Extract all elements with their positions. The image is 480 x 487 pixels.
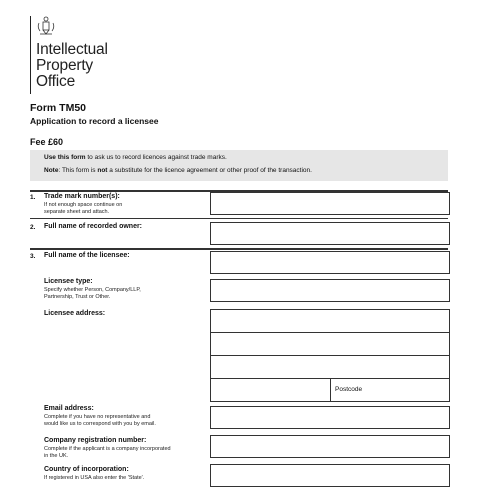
recorded-owner-label: Full name of recorded owner: [44, 223, 143, 230]
brand-line-1: Intellectual [36, 41, 108, 58]
licensee-type-field[interactable] [210, 279, 450, 302]
help-line: in the UK. [44, 453, 69, 459]
question-number-1: 1. [30, 194, 36, 201]
fee-label: Fee £60 [30, 137, 64, 147]
help-line: Complete if you have no representative and [44, 414, 151, 420]
form-subtitle: Application to record a licensee [30, 116, 159, 126]
section-rule [30, 248, 448, 250]
postcode-label: Postcode [335, 386, 363, 393]
instruction-emphasis: Use this form [44, 154, 86, 161]
company-registration-label: Company registration number: [44, 437, 147, 444]
licensee-type-help [44, 287, 204, 301]
postcode-divider [330, 378, 331, 401]
help-line: would like us to correspond with you by email. [44, 421, 156, 427]
country-label: Country of incorporation: [44, 466, 129, 473]
help-line: Specify whether Person, Company/LLP, [44, 287, 141, 293]
instruction-text: to ask us to record licences against trade marks. [85, 154, 227, 161]
question-number-2: 2. [30, 224, 36, 231]
trade-mark-numbers-label: Trade mark number(s): [44, 193, 120, 200]
note-not: not [97, 167, 108, 174]
instruction-line-2 [44, 167, 312, 174]
company-registration-help [44, 446, 204, 460]
trade-mark-numbers-help [44, 202, 204, 216]
trade-mark-numbers-field[interactable] [210, 192, 450, 215]
email-field[interactable] [210, 406, 450, 429]
licensee-address-label: Licensee address: [44, 310, 106, 317]
brand-line-2: Property [36, 57, 93, 74]
address-line-2-field[interactable] [210, 332, 450, 356]
note-text-a: : This form is [58, 167, 98, 174]
email-label: Email address: [44, 405, 94, 412]
country-help: If registered in USA also enter the 'State'. [44, 475, 145, 481]
section-rule [30, 218, 448, 219]
brand-divider [30, 16, 31, 94]
instruction-line-1 [44, 154, 227, 161]
question-number-3: 3. [30, 253, 36, 260]
help-line: Complete if the applicant is a company incorporated [44, 446, 171, 452]
note-label: Note [44, 167, 59, 174]
licensee-name-label: Full name of the licensee: [44, 252, 130, 259]
email-help [44, 414, 204, 428]
form-title: Form TM50 [30, 102, 87, 114]
royal-coat-of-arms-icon [36, 16, 56, 38]
brand-wordmark [36, 42, 108, 90]
licensee-type-label: Licensee type: [44, 278, 93, 285]
recorded-owner-field[interactable] [210, 222, 450, 245]
help-line: If not enough space continue on [44, 202, 123, 208]
address-line-3-field[interactable] [210, 355, 450, 379]
help-line: separate sheet and attach. [44, 209, 110, 215]
note-text-b: a substitute for the licence agreement or other proof of the transaction. [107, 167, 312, 174]
help-line: Partnership, Trust or Other. [44, 294, 111, 300]
licensee-name-field[interactable] [210, 251, 450, 274]
brand-line-3: Office [36, 73, 76, 90]
company-registration-field[interactable] [210, 435, 450, 458]
country-field[interactable] [210, 464, 450, 487]
address-line-1-field[interactable] [210, 309, 450, 333]
